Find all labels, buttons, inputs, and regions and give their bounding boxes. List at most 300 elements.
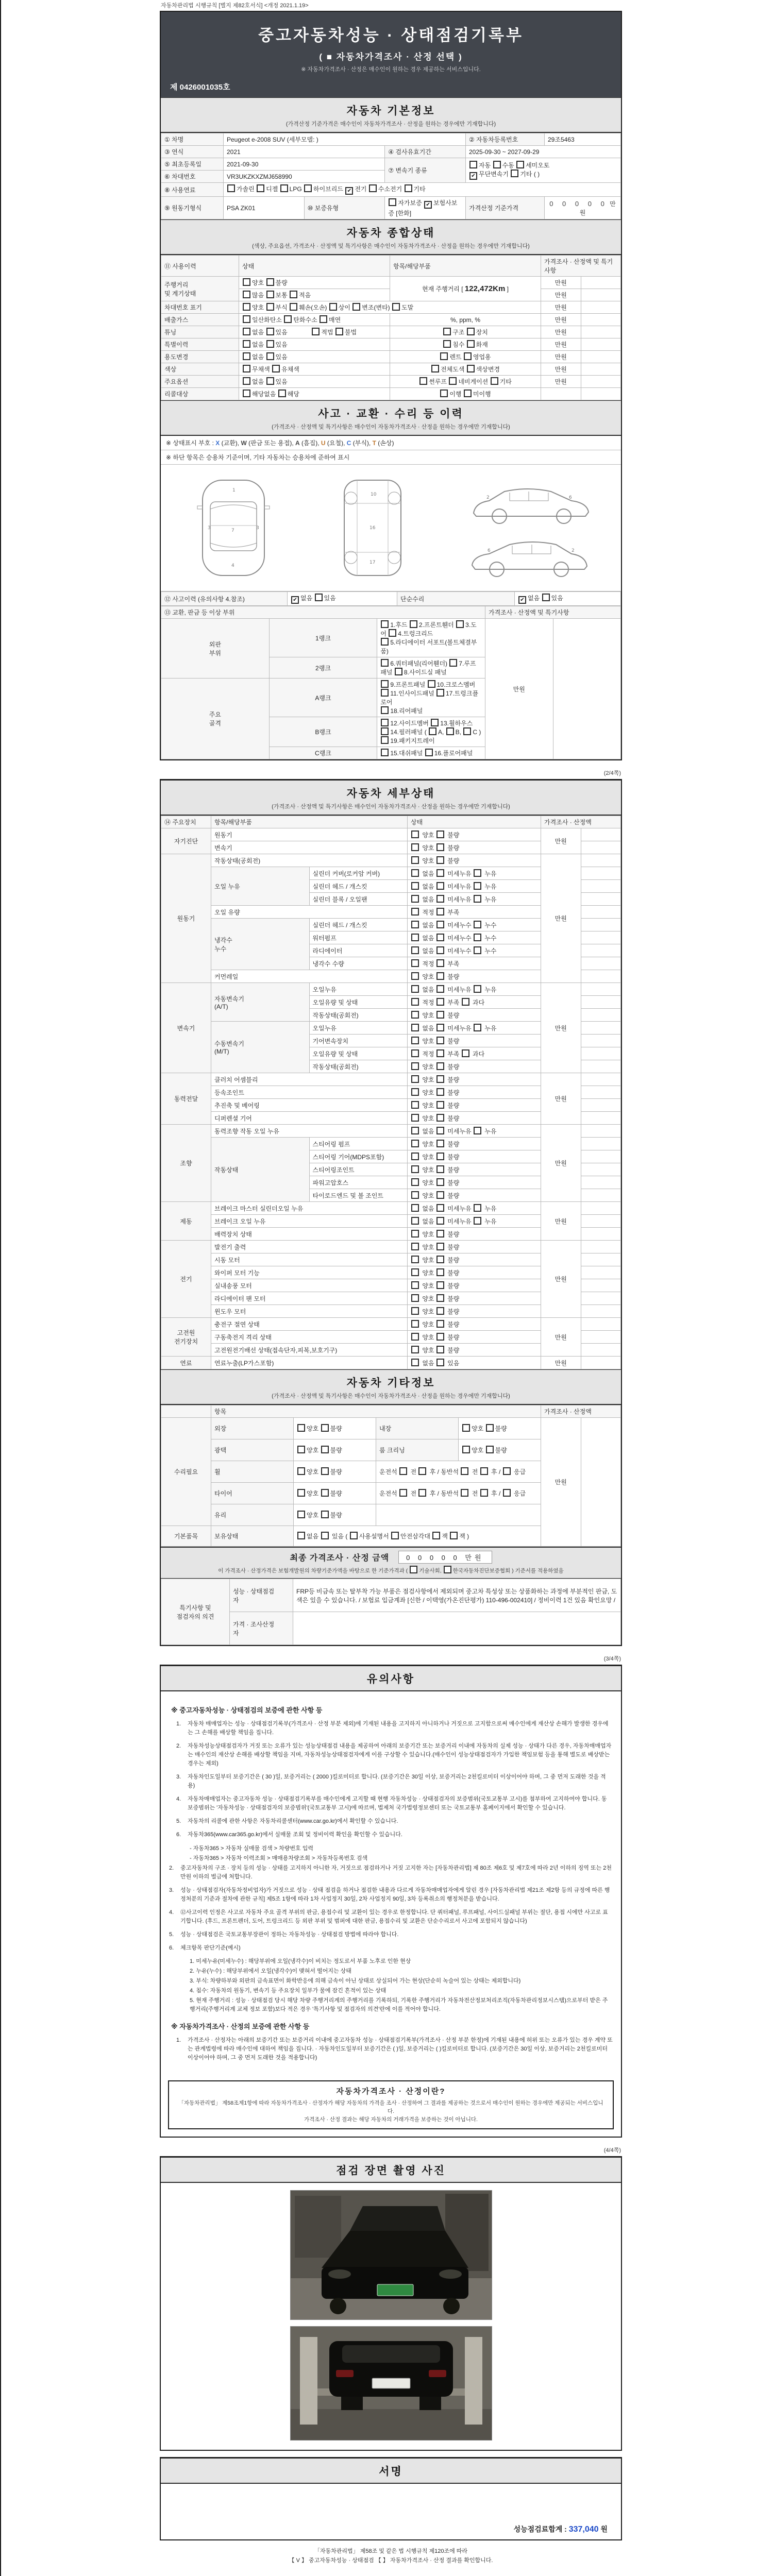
checkbox[interactable]	[266, 352, 274, 360]
basic-info-table	[161, 133, 621, 219]
checkbox[interactable]	[462, 1049, 469, 1057]
checkbox[interactable]	[381, 659, 389, 667]
checkbox[interactable]	[436, 1217, 444, 1225]
table-row: 제동 브레이크 마스터 실린더오일 누유 없음 미세누유 누유 만원	[161, 1202, 621, 1215]
checkbox[interactable]	[290, 303, 297, 311]
table-row: 변속기 양호 불량	[161, 841, 621, 854]
checkbox[interactable]	[418, 1489, 426, 1497]
table-row: 동력전달 클러치 어셈블리 양호 불량 만원	[161, 1073, 621, 1086]
table-row: 오일유량 및 상태 적정 부족 과다	[161, 996, 621, 1009]
box-page2	[160, 779, 622, 1646]
legend-token: X	[215, 439, 220, 447]
checkbox[interactable]	[266, 303, 274, 311]
table-row: 전기 발전기 출력 양호 불량 만원	[161, 1241, 621, 1253]
checkbox[interactable]	[493, 161, 501, 168]
checkbox[interactable]	[467, 340, 475, 348]
table-row: 파워고압호스 양호 불량	[161, 1176, 621, 1189]
notice-item: 5. 성능 · 상태점검은 국토교통부장관이 정하는 자동차성능 · 상태점검 방법에 따라야 합니다.	[169, 1931, 399, 1938]
checkbox[interactable]	[243, 340, 250, 348]
checkbox[interactable]	[480, 1467, 488, 1475]
checkbox[interactable]	[405, 184, 412, 192]
checkbox[interactable]	[243, 389, 250, 397]
checkbox[interactable]	[266, 377, 274, 385]
checkbox[interactable]	[243, 303, 250, 311]
checkbox[interactable]	[467, 365, 475, 372]
checkbox[interactable]	[227, 184, 235, 192]
checkbox[interactable]	[418, 1467, 426, 1475]
checkbox[interactable]	[243, 328, 250, 335]
checkbox[interactable]	[444, 1566, 451, 1573]
checkbox[interactable]	[474, 1127, 481, 1134]
checkbox[interactable]	[352, 303, 360, 311]
checkbox[interactable]	[411, 921, 419, 928]
checkbox[interactable]	[411, 869, 419, 877]
checkbox[interactable]	[411, 934, 419, 941]
checkbox[interactable]	[419, 377, 427, 385]
checkbox[interactable]	[389, 629, 396, 637]
checkbox[interactable]	[436, 959, 444, 967]
checkbox[interactable]	[436, 908, 444, 916]
checkbox[interactable]	[321, 1424, 329, 1432]
section-overall-status	[161, 219, 621, 255]
table-row: 리콜대상 해당없음 해당 이행 미이행	[161, 388, 621, 400]
table-row: ⑤ 최초등록일 2021-09-30 ⑦ 변속기 종류 자동 수동 세미오토 ✔ 무단변속기 기타 ( )	[161, 158, 621, 171]
table-row: ⑥ 차대번호 VR3UKZKXZMJ658990	[161, 171, 621, 183]
checkbox[interactable]	[389, 198, 396, 206]
checkbox[interactable]	[411, 1230, 419, 1238]
checkbox[interactable]	[474, 895, 481, 903]
checkbox[interactable]	[474, 934, 481, 941]
checkbox[interactable]	[297, 1532, 305, 1539]
checkbox[interactable]	[431, 719, 439, 726]
checkbox[interactable]	[436, 1256, 444, 1263]
table-header-row: ⑪ 사용이력 상태 항목/해당부품 가격조사 · 산정액 및 특기사항	[161, 256, 621, 277]
checkbox[interactable]	[381, 638, 389, 646]
checkbox[interactable]	[411, 1256, 419, 1263]
checkbox[interactable]	[436, 1191, 444, 1199]
svg-text:4: 4	[231, 563, 234, 568]
checkbox[interactable]	[381, 749, 389, 756]
checkbox[interactable]	[450, 1532, 458, 1539]
table-row: 브레이크 오일 누유 없음 미세누유 누유	[161, 1215, 621, 1228]
checkbox[interactable]	[436, 1024, 444, 1031]
checkbox[interactable]	[436, 1114, 444, 1122]
legend-token: W	[241, 439, 247, 447]
checkbox[interactable]	[411, 1359, 419, 1366]
checkbox[interactable]	[411, 843, 419, 851]
checkbox[interactable]	[243, 278, 250, 286]
checkbox[interactable]	[440, 389, 448, 397]
checkbox[interactable]	[440, 352, 448, 360]
table-row: 주요옵션 없음 있음 썬루프 네비게이션 기타 만원	[161, 376, 621, 388]
checkbox[interactable]	[321, 1467, 329, 1475]
checkbox[interactable]	[436, 1127, 444, 1134]
table-row: 작동상태(공회전) 양호 불량	[161, 1009, 621, 1022]
checkbox[interactable]	[381, 736, 389, 744]
accident-history-table	[161, 591, 621, 606]
checkbox[interactable]	[381, 689, 389, 697]
checkbox[interactable]	[436, 1307, 444, 1315]
table-row: 외판 부위 1랭크 1.후드 2.프론트휀더 3.도어 4.트렁크리드 5.라디에이터 서포트(볼트체결부품) 만원	[161, 619, 621, 657]
checkbox[interactable]	[446, 727, 454, 735]
checkbox[interactable]	[399, 1489, 407, 1497]
checkbox[interactable]	[436, 1101, 444, 1109]
checkbox[interactable]	[436, 1281, 444, 1289]
checkbox[interactable]	[474, 946, 481, 954]
checkbox[interactable]	[243, 377, 250, 385]
checkbox[interactable]	[243, 352, 250, 360]
svg-text:3: 3	[256, 526, 259, 531]
table-row: 스티어링 기어(MDPS포함) 양호 불량	[161, 1150, 621, 1163]
checkbox[interactable]	[411, 1191, 419, 1199]
overall-status-table	[161, 255, 621, 400]
table-row: ① 차명 Peugeot e-2008 SUV (세부모델: ) ② 자동차등록번호 29조5463	[161, 133, 621, 146]
checkbox[interactable]	[469, 161, 477, 168]
table-row: 등속조인트 양호 불량	[161, 1086, 621, 1099]
checkbox[interactable]	[320, 315, 327, 323]
checkbox[interactable]	[449, 659, 457, 667]
checkbox[interactable]	[297, 1511, 305, 1518]
checkbox[interactable]	[399, 1467, 407, 1475]
checkbox[interactable]	[436, 1011, 444, 1019]
checkbox[interactable]	[436, 998, 444, 1006]
section-accident-history	[161, 400, 621, 436]
checkbox[interactable]	[411, 1037, 419, 1044]
table-header-row: ⑭ 주요장치 항목/해당부품 상태 가격조사 · 산정액	[161, 816, 621, 828]
report-page	[160, 0, 622, 2566]
table-row: 작동상태 스티어링 펌프 양호 불량	[161, 1138, 621, 1150]
checkbox[interactable]	[392, 303, 400, 311]
checkbox[interactable]	[436, 1088, 444, 1096]
checkbox[interactable]	[411, 1320, 419, 1328]
checkbox[interactable]	[462, 998, 469, 1006]
checkbox[interactable]	[297, 1489, 305, 1497]
checkbox[interactable]	[474, 1024, 481, 1031]
table-row: 변속기 자동변속기 (A/T) 오일누유 없음 미세누유 누유 만원	[161, 983, 621, 996]
checkbox[interactable]: ✔	[291, 596, 299, 604]
checkbox[interactable]	[436, 985, 444, 993]
table-row: 오일 유량 적정 부족	[161, 906, 621, 919]
checkbox[interactable]	[411, 959, 419, 967]
checkbox[interactable]	[436, 843, 444, 851]
table-row: 타이로드엔드 및 볼 조인트 양호 불량	[161, 1189, 621, 1202]
opinion-table	[161, 1579, 621, 1645]
checkbox[interactable]	[456, 620, 464, 628]
table-row: 냉각수 누수 실린더 헤드 / 개스킷 없음 미세누수 누수	[161, 919, 621, 931]
status-code-legend	[161, 436, 621, 450]
table-row: 실린더 블록 / 오일팬 없음 미세누유 누유	[161, 893, 621, 906]
checkbox[interactable]	[428, 680, 435, 688]
checkbox[interactable]	[411, 1281, 419, 1289]
checkbox[interactable]	[411, 1165, 419, 1173]
checkbox[interactable]	[266, 278, 274, 286]
table-row: 시동 모터 양호 불량	[161, 1253, 621, 1266]
checkbox[interactable]	[312, 328, 320, 335]
checkbox[interactable]	[411, 1153, 419, 1160]
checkbox[interactable]	[395, 668, 402, 675]
checkbox[interactable]	[431, 365, 439, 372]
checkbox[interactable]	[381, 680, 389, 688]
legend-token: (흠집),	[299, 439, 321, 447]
table-row: 오일 누유 실린더 커버(로커암 커버) 없음 미세누유 누유	[161, 867, 621, 880]
checkbox[interactable]	[436, 831, 444, 838]
section-note: (가격조사 · 산정액 및 특기사항은 매수인이 자동차가격조사 · 산정을 원하는 경우에만 기재합니다)	[272, 804, 510, 810]
document-number: 제 0426001035호	[170, 83, 230, 92]
checkbox[interactable]	[280, 184, 288, 192]
table-row: 자기진단 원동기 양호 불량 만원	[161, 828, 621, 841]
checkbox[interactable]	[329, 303, 337, 311]
legend-token: T	[372, 439, 376, 447]
checkbox[interactable]	[432, 1532, 440, 1539]
checkbox[interactable]	[486, 1424, 494, 1432]
svg-text:3: 3	[208, 526, 211, 531]
checkbox[interactable]	[436, 1178, 444, 1186]
checkbox[interactable]	[381, 706, 389, 714]
table-row: 실내송풍 모터 양호 불량	[161, 1279, 621, 1292]
section-note: (가격조사 · 산정액 및 특기사항은 매수인이 자동차가격조사 · 산정을 원하는 경우에만 기재합니다)	[272, 424, 510, 430]
checkbox[interactable]	[443, 328, 451, 335]
checkbox[interactable]	[411, 856, 419, 864]
checkbox[interactable]	[436, 869, 444, 877]
checkbox[interactable]	[436, 1049, 444, 1057]
checkbox[interactable]	[436, 856, 444, 864]
checkbox[interactable]	[436, 1333, 444, 1341]
checkbox[interactable]	[321, 1532, 329, 1539]
checkbox[interactable]	[411, 1333, 419, 1341]
checkbox[interactable]	[411, 1114, 419, 1122]
checkbox[interactable]	[436, 1062, 444, 1070]
table-row: 타이어 양호 불량 운전석 전 후 / 동반석 전 후 / 응급	[161, 1483, 621, 1504]
checkbox[interactable]	[411, 1127, 419, 1134]
checkbox[interactable]	[436, 1359, 444, 1366]
checkbox[interactable]	[266, 291, 274, 298]
checkbox[interactable]	[411, 831, 419, 838]
table-row: 커먼레일 양호 불량	[161, 970, 621, 983]
checkbox[interactable]	[381, 727, 389, 735]
checkbox[interactable]	[411, 1346, 419, 1353]
checkbox[interactable]	[243, 365, 250, 372]
section-title: 사고 · 교환 · 수리 등 이력	[318, 408, 464, 420]
checkbox[interactable]	[297, 1446, 305, 1453]
notice-subitem: 2. 누유(누수) : 해당부위에서 오일(냉각수)이 맺혀서 떨어지는 상태	[190, 1968, 351, 1975]
checkbox[interactable]	[411, 1011, 419, 1019]
checkbox[interactable]	[411, 1062, 419, 1070]
checkbox[interactable]	[411, 1243, 419, 1250]
footer-confirmation	[160, 2547, 622, 2566]
checkbox[interactable]	[266, 340, 274, 348]
checkbox[interactable]	[411, 1178, 419, 1186]
checkbox[interactable]	[321, 1489, 329, 1497]
checkbox[interactable]	[436, 972, 444, 980]
checkbox[interactable]	[436, 1037, 444, 1044]
checkbox[interactable]	[411, 985, 419, 993]
checkbox[interactable]	[411, 882, 419, 890]
checkbox[interactable]	[449, 377, 457, 385]
checkbox[interactable]	[411, 1140, 419, 1147]
svg-text:1: 1	[232, 488, 236, 493]
checkbox[interactable]	[516, 161, 524, 168]
checkbox[interactable]	[474, 1204, 481, 1212]
table-row: 냉각수 수량 적정 부족	[161, 957, 621, 970]
checkbox[interactable]	[411, 1088, 419, 1096]
checkbox[interactable]: ✔	[469, 172, 477, 180]
checkbox[interactable]	[474, 1217, 481, 1225]
checkbox[interactable]	[436, 934, 444, 941]
checkbox[interactable]	[425, 749, 433, 756]
checkbox[interactable]	[381, 620, 389, 628]
checkbox[interactable]	[411, 908, 419, 916]
notice-item: 4. 자동차매매업자는 중고자동차 성능 · 상태점검기록부를 매수인에게 고지할 때 현행 자동차성능 · 상태점검자의 보증범위(국토교통부 고시)를 첨부하여 고지하여야 합니다. 동 보증범위는 '자동차성능 · 상태점검자의 보증범위'(국토교통부 고시)에 따르며, 법제처 국가법령정보센터 또는 국토교통부 홈페이지에서 확인할 수 있습니다.	[176, 1796, 607, 1811]
checkbox[interactable]	[511, 170, 518, 177]
checkbox[interactable]	[474, 882, 481, 890]
legend-token: U	[321, 439, 326, 447]
box-photos	[160, 2156, 622, 2451]
checkbox[interactable]	[369, 184, 377, 192]
checkbox[interactable]	[411, 1307, 419, 1315]
checkbox[interactable]	[411, 946, 419, 954]
checkbox[interactable]	[411, 1204, 419, 1212]
checkbox[interactable]	[436, 895, 444, 903]
checkbox[interactable]	[436, 921, 444, 928]
final-price-value: 0 0 0 0 0 만원	[398, 1551, 492, 1564]
checkbox[interactable]	[266, 328, 274, 335]
checkbox[interactable]	[474, 869, 481, 877]
checkbox[interactable]	[411, 998, 419, 1006]
checkbox[interactable]	[480, 1489, 488, 1497]
table-row: ⑫ 사고이력 (유의사항 4.참조) ✔ 없음 있음 단순수리 ✔ 없음 있음	[161, 592, 621, 606]
fee-label: 성능점검료합계 :	[513, 2524, 567, 2533]
other-info-table	[161, 1405, 621, 1547]
table-row: 워터펌프 없음 미세누수 누수	[161, 931, 621, 944]
checkbox[interactable]	[436, 1165, 444, 1173]
page-mark-4: (4/4쪽)	[603, 2147, 621, 2154]
checkbox[interactable]	[461, 1489, 468, 1497]
checkbox[interactable]	[257, 184, 264, 192]
checkbox[interactable]	[542, 594, 550, 601]
checkbox[interactable]	[436, 1075, 444, 1083]
checkbox[interactable]	[315, 594, 323, 601]
checkbox[interactable]	[467, 328, 475, 335]
checkbox[interactable]	[410, 1566, 417, 1573]
checkbox[interactable]	[297, 1467, 305, 1475]
checkbox[interactable]	[491, 377, 498, 385]
checkbox[interactable]	[464, 352, 472, 360]
checkbox[interactable]	[381, 719, 389, 726]
checkbox[interactable]	[443, 340, 451, 348]
checkbox[interactable]	[436, 1243, 444, 1250]
page-mark-3: (3/4쪽)	[603, 1656, 621, 1662]
checkbox[interactable]	[410, 620, 417, 628]
checkbox[interactable]	[391, 1532, 399, 1539]
checkbox[interactable]	[411, 1294, 419, 1302]
price-survey-line: 가격조사 · 산정 결과는 해당 자동차의 거래가격을 보증하는 것이 아닙니다.	[304, 2116, 478, 2123]
checkbox[interactable]	[243, 315, 250, 323]
checkbox[interactable]	[436, 1140, 444, 1147]
checkbox[interactable]	[335, 328, 343, 335]
footer-line-2: 【 V 】 중고자동차성능 · 상태점검 【 】 자동차가격조사 · 산정 결과를 확인합니다.	[289, 2557, 493, 2564]
checkbox[interactable]	[350, 1532, 358, 1539]
checkbox[interactable]	[436, 689, 444, 697]
checkbox[interactable]	[411, 1217, 419, 1225]
checkbox[interactable]: ✔	[424, 201, 432, 209]
legend-token: A	[295, 439, 300, 447]
checkbox[interactable]	[436, 946, 444, 954]
box-signature	[160, 2457, 622, 2540]
checkbox[interactable]	[436, 1204, 444, 1212]
svg-text:10: 10	[371, 492, 377, 497]
checkbox[interactable]	[243, 291, 250, 298]
notice-item: 5. 자동차의 리콜에 관한 사항은 자동차리콜센터(www.car.go.kr)에서 확인할 수 있습니다.	[176, 1818, 398, 1825]
checkbox[interactable]	[463, 727, 471, 735]
checkbox[interactable]	[411, 1024, 419, 1031]
checkbox[interactable]	[429, 727, 436, 735]
checkbox[interactable]	[503, 1467, 511, 1475]
checkbox[interactable]	[474, 985, 481, 993]
signature-area[interactable]	[161, 2484, 621, 2539]
table-row: 고전원전기배선 상태(접속단자,피복,보호기구) 양호 불량	[161, 1344, 621, 1357]
checkbox[interactable]	[272, 365, 280, 372]
notice-item: 3. 성능 · 상태점검자(자동차정비업자)가 거짓으로 성능 · 상태 점검을 하거나 점검한 내용과 다르게 자동차매매업자에게 알린 경우 [자동차관리법 제21조 제2항 등의 규정에 따른 행정처분의 기준과 절차에 관한 규칙] 제5조 1항에 따라 1차 사업정지 30일, 2차 사업정지 90일, 3차 등록취소의 행정처분을 받습니다.	[169, 1887, 610, 1902]
checkbox[interactable]	[436, 1294, 444, 1302]
checkbox[interactable]	[321, 1446, 329, 1453]
inspection-photo-rear-on-lift	[290, 2326, 492, 2441]
checkbox[interactable]	[321, 1511, 329, 1518]
checkbox[interactable]	[462, 1446, 470, 1453]
checkbox[interactable]	[411, 895, 419, 903]
checkbox[interactable]	[436, 1346, 444, 1353]
notice-item: 6. 체크항목 판단기준(예시)	[169, 1944, 241, 1951]
checkbox[interactable]: ✔	[518, 596, 526, 604]
checkbox[interactable]	[464, 389, 472, 397]
title-header	[161, 12, 621, 97]
checkbox[interactable]	[411, 972, 419, 980]
notice-item: 2. 자동차성능상태점검자가 거짓 또는 오류가 있는 성능상태점검 내용을 제공하여 아래의 보증기간 또는 보증거리 이내에 자동차의 실제 성능 · 상태가 다른 경우, 자동차매매업자는 매수인의 재산상 손해를 배상할 책임을 지며, 자동차성능상태점검자에게 이를 구상할 수 있습니다.(매수인이 성능상태점검자가 가입한 책임보험 등을 통해 별도로 배상받는 경우는 제외)	[176, 1743, 612, 1767]
checkbox[interactable]	[290, 291, 297, 298]
checkbox[interactable]	[461, 1467, 468, 1475]
checkbox[interactable]: ✔	[345, 187, 353, 195]
checkbox[interactable]	[411, 1075, 419, 1083]
section-title: 자동차 기타정보	[346, 1377, 435, 1389]
checkbox[interactable]	[486, 1446, 494, 1453]
section-signature	[161, 2458, 621, 2484]
svg-text:6: 6	[568, 495, 572, 500]
checkbox[interactable]	[474, 921, 481, 928]
checkbox[interactable]	[278, 389, 286, 397]
checkbox[interactable]	[411, 1101, 419, 1109]
checkbox[interactable]	[462, 1424, 470, 1432]
checkbox[interactable]	[436, 882, 444, 890]
checkbox[interactable]	[436, 1230, 444, 1238]
table-row: 조향 동력조향 작동 오일 누유 없음 미세누유 누유 만원	[161, 1125, 621, 1138]
page-mark-2: (2/4쪽)	[603, 770, 621, 776]
checkbox[interactable]	[297, 1424, 305, 1432]
checkbox[interactable]	[284, 315, 292, 323]
table-row: 디퍼렌셜 기어 양호 불량	[161, 1112, 621, 1125]
car-top-view-diagram	[187, 475, 280, 581]
checkbox[interactable]	[304, 184, 312, 192]
checkbox[interactable]	[411, 1049, 419, 1057]
checkbox[interactable]	[411, 1268, 419, 1276]
checkbox[interactable]	[436, 1320, 444, 1328]
checkbox[interactable]	[503, 1489, 511, 1497]
inspection-fee-total	[514, 2524, 608, 2534]
svg-text:16: 16	[369, 526, 376, 531]
checkbox[interactable]	[436, 1268, 444, 1276]
checkbox[interactable]	[436, 1153, 444, 1160]
table-row: 스티어링조인트 양호 불량	[161, 1163, 621, 1176]
legend-token: ※ 상태표시 부호 :	[166, 439, 216, 447]
svg-text:17: 17	[369, 560, 376, 565]
